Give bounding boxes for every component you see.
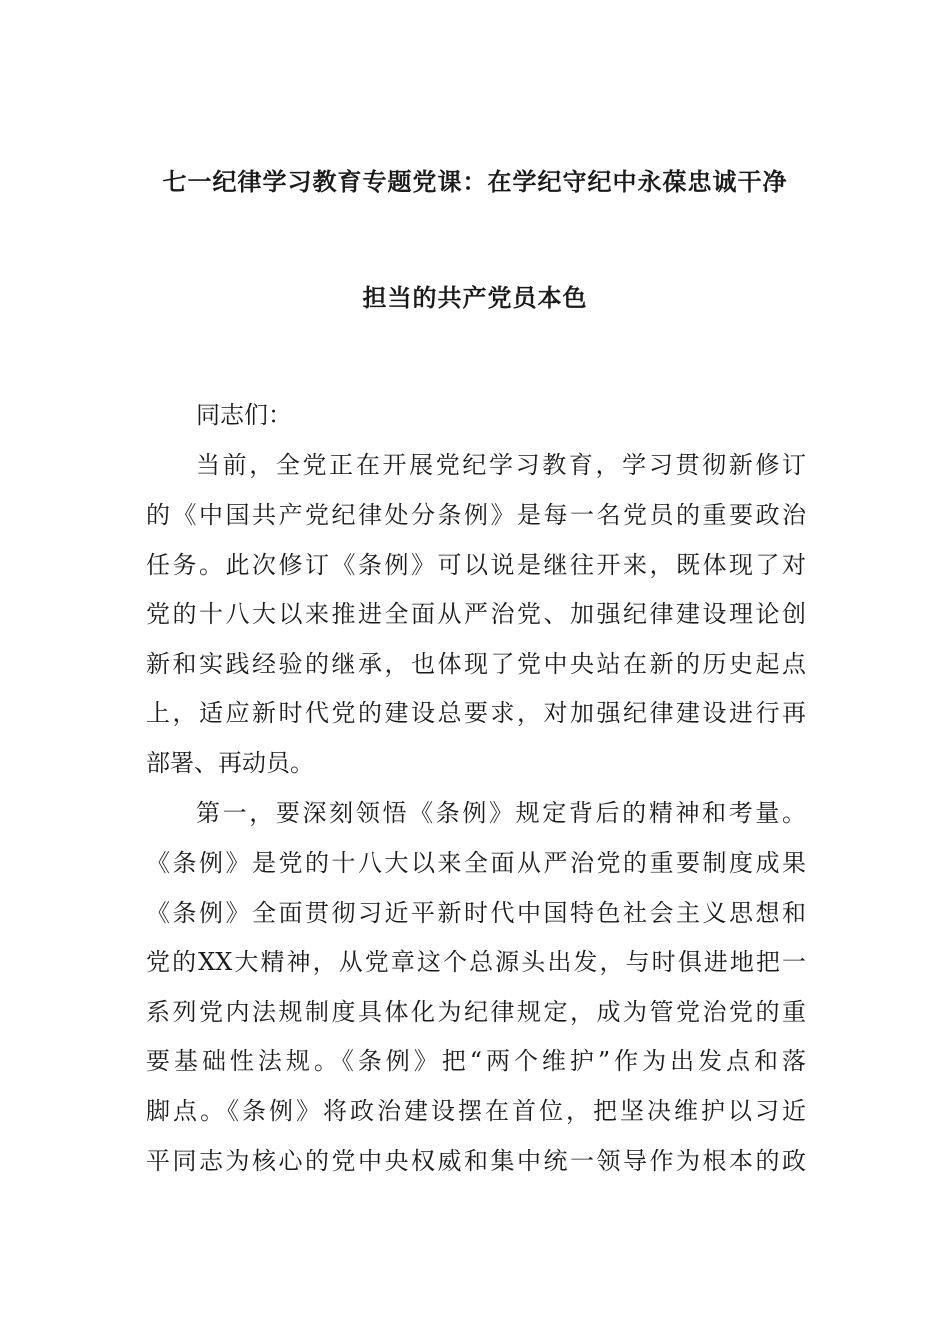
paragraph-1-line-3: 任务。此次修订《条例》可以说是继往开来，既体现了对: [146, 551, 806, 579]
paragraph-1-line-4: 党的十八大以来推进全面从严治党、加强纪律建设理论创: [146, 600, 806, 628]
paragraph-2-line-5: 系列党内法规制度具体化为纪律规定，成为管党治党的重: [146, 998, 806, 1026]
paragraph-1-line-1: 当前，全党正在开展党纪学习教育，学习贯彻新修订: [196, 451, 806, 479]
document-title-line-2: 担当的共产党员本色: [362, 284, 588, 312]
paragraph-1-line-7: 部署、再动员。: [146, 749, 314, 777]
paragraph-2-line-7: 脚点。《条例》将政治建设摆在首位，把坚决维护以习近: [146, 1097, 806, 1125]
document-title-line-1: 七一纪律学习教育专题党课：在学纪守纪中永葆忠诚干净: [162, 168, 788, 196]
paragraph-2-line-1: 第一，要深刻领悟《条例》规定背后的精神和考量。: [196, 799, 806, 827]
paragraph-1-line-6: 上，适应新时代党的建设总要求，对加强纪律建设进行再: [146, 699, 806, 727]
paragraph-1-line-2: 的《中国共产党纪律处分条例》是每一名党员的重要政治: [146, 501, 806, 529]
paragraph-2-line-2: 《条例》是党的十八大以来全面从严治党的重要制度成果: [146, 849, 806, 877]
paragraph-1-line-5: 新和实践经验的继承，也体现了党中央站在新的历史起点: [146, 650, 806, 678]
paragraph-2-line-3: 《条例》全面贯彻习近平新时代中国特色社会主义思想和: [146, 899, 806, 927]
paragraph-2-line-6: 要基础性法规。《条例》把“两个维护”作为出发点和落: [146, 1047, 806, 1075]
paragraph-2-line-4: 党的XX大精神，从党章这个总源头出发，与时俱进地把一: [146, 948, 806, 976]
paragraph-2-line-8: 平同志为核心的党中央权威和集中统一领导作为根本的政: [146, 1147, 806, 1175]
salutation: 同志们：: [196, 401, 292, 429]
